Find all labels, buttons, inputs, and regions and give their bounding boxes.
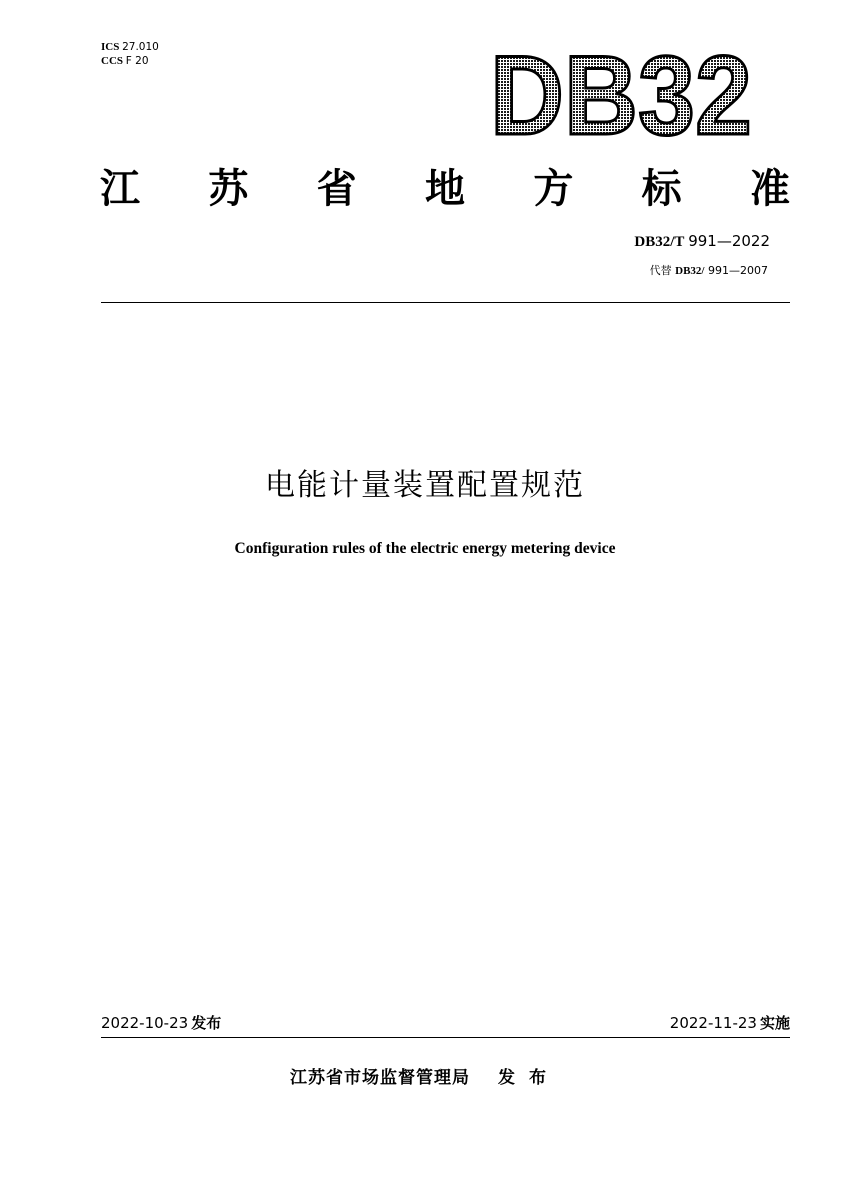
- heading-char: 省: [316, 166, 357, 212]
- issuer-action: 发布: [498, 1068, 560, 1088]
- standard-number: [634, 232, 770, 251]
- heading-char: 苏: [208, 166, 249, 212]
- standard-prefix: DB32/T: [634, 234, 685, 250]
- header-divider: [101, 302, 790, 303]
- ccs-value: F 20: [125, 55, 149, 67]
- implement-date: [670, 1012, 790, 1033]
- footer-divider: [101, 1037, 790, 1038]
- replace-prefix: DB32/: [675, 265, 705, 277]
- replaces-standard: [650, 262, 768, 278]
- publish-date-value: 2022-10-23: [101, 1014, 189, 1032]
- publish-date: [101, 1012, 221, 1033]
- heading-char: 方: [533, 166, 574, 212]
- ics-code: [101, 40, 159, 54]
- ccs-label: CCS: [101, 55, 124, 67]
- heading-char: 地: [424, 166, 465, 212]
- replace-number: 991—2007: [708, 264, 768, 277]
- replace-label: 代替: [649, 264, 672, 277]
- implement-date-value: 2022-11-23: [669, 1014, 757, 1032]
- standard-number-value: 991—2022: [688, 232, 770, 250]
- ics-label: ICS: [101, 41, 120, 53]
- db32-logo: [486, 45, 756, 140]
- classification-codes: [101, 40, 159, 68]
- implement-label: 实施: [759, 1014, 790, 1032]
- logo-text: DB32: [490, 45, 752, 140]
- document-title-cn: 电能计量装置配置规范: [265, 468, 585, 503]
- ics-value: 27.010: [122, 41, 159, 53]
- ccs-code: [101, 54, 159, 68]
- issuer: [0, 1063, 850, 1088]
- standard-heading: [100, 163, 790, 215]
- heading-char: 准: [749, 166, 790, 212]
- heading-char: 江: [100, 166, 140, 212]
- heading-char: 标: [641, 166, 682, 212]
- document-title-en: Configuration rules of the electric energy metering device: [234, 540, 616, 557]
- issuer-org: 江苏省市场监督管理局: [290, 1068, 470, 1088]
- publish-label: 发布: [191, 1014, 222, 1032]
